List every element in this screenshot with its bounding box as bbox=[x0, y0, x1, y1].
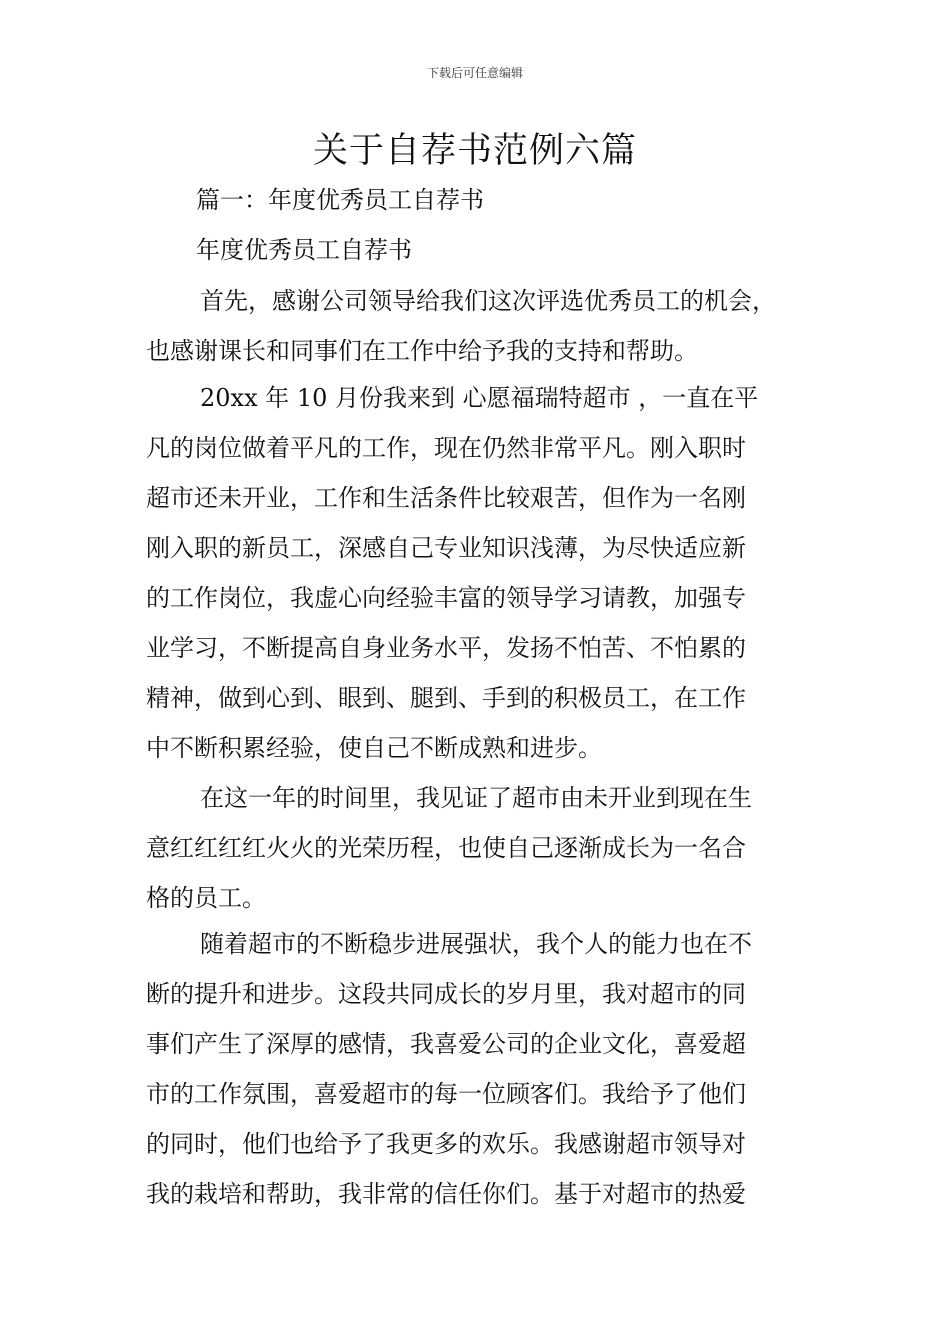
paragraph-line: 随着超市的不断稳步进展强状，我个人的能力也在不 bbox=[200, 930, 752, 958]
paragraph-line: 凡的岗位做着平凡的工作，现在仍然非常平凡。刚入职时 bbox=[146, 434, 746, 462]
paragraph-line: 精神，做到心到、眼到、腿到、手到的积极员工，在工作 bbox=[146, 684, 746, 712]
paragraph-line: 的同时，他们也给予了我更多的欢乐。我感谢超市领导对 bbox=[146, 1130, 746, 1158]
paragraph-4 bbox=[146, 919, 818, 1219]
document-title: 关于自荐书范例六篇 bbox=[312, 131, 637, 171]
paragraph-line: 我的栽培和帮助，我非常的信任你们。基于对超市的热爱 bbox=[146, 1180, 746, 1208]
paragraph-line: 格的员工。 bbox=[146, 884, 266, 912]
paragraph-line: 超市还未开业，工作和生活条件比较艰苦，但作为一名刚 bbox=[146, 484, 746, 512]
paragraph-line: 20xx 年 10 月份我来到 心愿福瑞特超市 ，一直在平 bbox=[200, 384, 759, 412]
paragraph-line: 刚入职的新员工，深感自己专业知识浅薄，为尽快适应新 bbox=[146, 534, 746, 562]
page-header-note: 下载后可任意编辑 bbox=[426, 66, 523, 80]
paragraph-line: 市的工作氛围，喜爱超市的每一位顾客们。我给予了他们 bbox=[146, 1080, 746, 1108]
paragraph-line: 意红红红红火火的光荣历程，也使自己逐渐成长为一名合 bbox=[146, 834, 746, 862]
paragraph-line: 在这一年的时间里，我见证了超市由未开业到现在生 bbox=[200, 784, 752, 812]
paragraph-line: 断的提升和进步。这段共同成长的岁月里，我对超市的同 bbox=[146, 980, 746, 1008]
section-heading: 篇一：年度优秀员工自荐书 bbox=[196, 186, 484, 214]
paragraph-line: 中不断积累经验，使自己不断成熟和进步。 bbox=[146, 734, 602, 762]
paragraph-2 bbox=[146, 373, 818, 773]
paragraph-line: 事们产生了深厚的感情，我喜爱公司的企业文化，喜爱超 bbox=[146, 1030, 746, 1058]
paragraph-line: 的工作岗位，我虚心向经验丰富的领导学习请教，加强专 bbox=[146, 584, 746, 612]
paragraph-line: 也感谢课长和同事们在工作中给予我的支持和帮助。 bbox=[146, 337, 698, 365]
paragraph-1 bbox=[146, 276, 818, 376]
section-subtitle: 年度优秀员工自荐书 bbox=[196, 236, 412, 264]
paragraph-line: 业学习，不断提高自身业务水平，发扬不怕苦、不怕累的 bbox=[146, 634, 746, 662]
paragraph-line: 首先，感谢公司领导给我们这次评选优秀员工的机会， bbox=[200, 287, 776, 315]
paragraph-3 bbox=[146, 773, 818, 923]
